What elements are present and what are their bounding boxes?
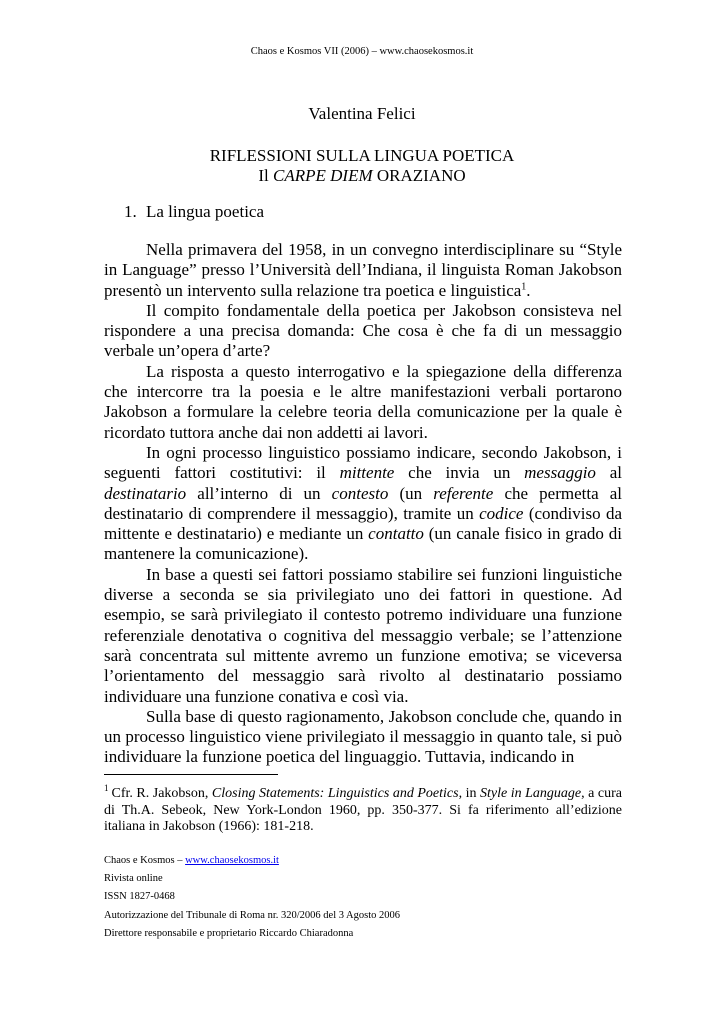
p4-text: al	[595, 463, 622, 483]
paragraph-1-end: .	[526, 280, 531, 300]
p4-text: che invia un	[394, 463, 525, 483]
colophon	[104, 852, 400, 943]
title-line-1: RIFLESSIONI SULLA LINGUA POETICA	[209, 146, 515, 165]
paragraph-5: In base a questi sei fattori possiamo stabilire sei funzioni linguistiche diverse a seconda se sia privilegiato uno dei fattori in questione. Ad esempio, se sarà privilegiato il contesto potremo individuare una funzione referenziale denotativa o cognitiva del messaggio verbale; se l’attenzione sarà concentrata sul mittente avremo un funzione emotiva; se viceversa l’orientamento del messaggio sarà rivolto al destinatario possiamo individuare una funzione conativa e così via.	[104, 564, 622, 706]
term-codice: codice	[479, 503, 524, 523]
paragraph-4	[104, 443, 622, 565]
footnote-text: Cfr. R. Jakobson,	[111, 786, 212, 801]
colophon-authorization: Autorizzazione del Tribunale di Roma nr. 320/2006 del 3 Agosto 2006	[104, 909, 401, 921]
paragraph-3: La risposta a questo interrogativo e la spiegazione della differenza che intercorre tra la poesia e le altre manifestazioni verbali portarono Jakobson a formulare la celebre teoria della comunicazione per la quale è ricordato tuttora anche dai non addetti ai lavori.	[104, 361, 622, 442]
paragraph-1	[104, 240, 622, 301]
colophon-journal	[104, 852, 400, 870]
paragraph-2: Il compito fondamentale della poetica per Jakobson consisteva nel rispondere a una precisa domanda: Che cosa è che fa di un messaggio verbale un’opera d’arte?	[104, 300, 622, 361]
term-destinatario: destinatario	[104, 483, 187, 503]
journal-link[interactable]: www.chaosekosmos.it	[185, 855, 279, 866]
title-suffix: ORAZIANO	[372, 166, 466, 185]
author-name: Valentina Felici	[308, 104, 416, 123]
footnote-separator	[104, 774, 278, 775]
p4-text: In ogni processo linguistico possiamo indicare, secondo Jakobson, i seguenti fattori costitutivi: il	[104, 442, 622, 483]
running-header: Chaos e Kosmos VII (2006) – www.chaosekosmos.it	[250, 46, 474, 57]
term-messaggio: messaggio	[524, 463, 596, 483]
footnote-italic-title: Style in Language	[480, 786, 582, 801]
p4-text: (condiviso da mittente e destinatario) e mediante un	[104, 503, 622, 544]
term-mittente: mittente	[339, 463, 395, 483]
footnote-italic-title: Closing Statements: Linguistics and Poetics	[211, 786, 459, 801]
paragraph-6: Sulla base di questo ragionamento, Jakobson conclude che, quando in un processo linguistico viene privilegiato il messaggio in quanto tale, si può individuare la funzione poetica del linguaggio. Tuttavia, indicando in	[104, 706, 622, 767]
journal-name: Chaos e Kosmos –	[104, 855, 186, 866]
colophon-issn: ISSN 1827-0468	[104, 891, 175, 903]
term-referente: referente	[433, 483, 494, 503]
title-italic: CARPE DIEM	[273, 166, 373, 185]
p4-text: che permetta al destinatario di comprendere il messaggio), tramite un	[104, 483, 622, 523]
colophon-line-2: Rivista online	[104, 873, 163, 885]
term-contesto: contesto	[331, 483, 389, 503]
title-line-2	[0, 166, 724, 186]
section-title: La lingua poetica	[146, 202, 265, 221]
footnote-text: , a cura di Th.A. Sebeok, New York-London 1960, pp. 350-377. Si fa riferimento all’edizione italiana in Jakobson (1966): 181-218.	[104, 786, 623, 834]
colophon-director: Direttore responsabile e proprietario Riccardo Chiaradonna	[104, 927, 354, 939]
p4-text: all’interno di un	[186, 483, 332, 503]
footnote-mark: 1	[104, 783, 109, 794]
footnote	[104, 783, 623, 836]
p4-text: (un	[388, 483, 434, 503]
footnote-text: , in	[458, 786, 480, 801]
section-number: 1.	[124, 202, 137, 221]
section-heading	[124, 202, 264, 222]
article-title	[0, 146, 724, 186]
term-contatto: contatto	[368, 524, 424, 544]
title-prefix: Il	[258, 166, 273, 185]
footnote-reference[interactable]: 1	[521, 280, 527, 292]
paragraph-1-text: Nella primavera del 1958, in un convegno interdisciplinare su “Style in Language” presso l’Università dell’Indiana, il linguista Roman Jakobson presentò un intervento sulla relazione tra poetica e linguistica	[104, 240, 622, 300]
body-text	[104, 240, 622, 768]
p4-text: (un canale fisico in grado di mantenere la comunicazione).	[104, 524, 622, 564]
